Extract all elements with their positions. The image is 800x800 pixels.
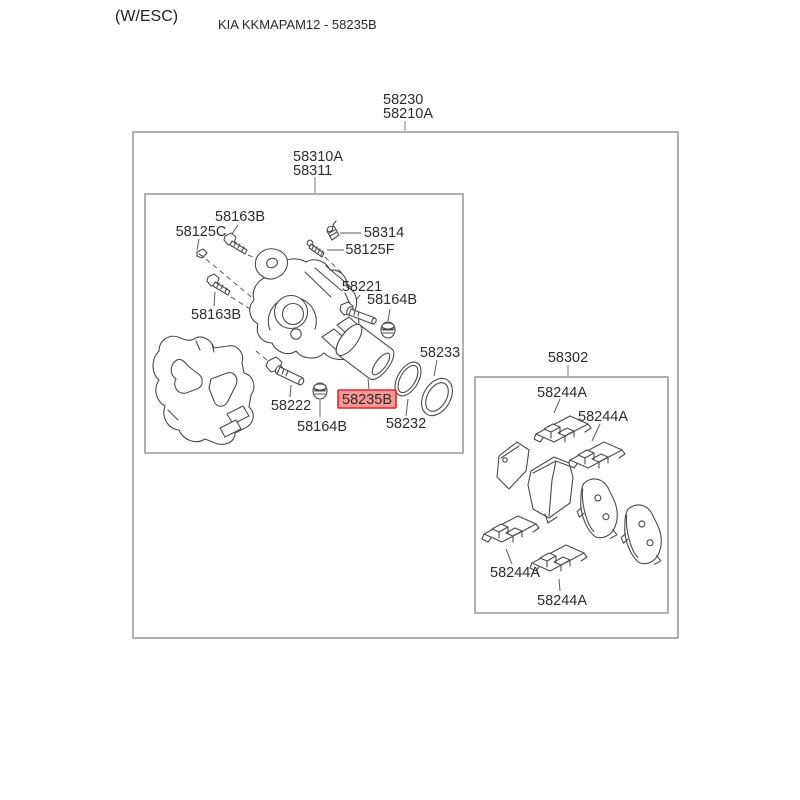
part-label-58302[interactable]: 58302 xyxy=(547,350,589,366)
part-label-58164b-lower[interactable]: 58164B xyxy=(297,419,347,435)
part-label-58163b-upper[interactable]: 58163B xyxy=(215,209,265,225)
pad-kit-drawings xyxy=(482,416,666,571)
part-label-58235b-highlighted[interactable]: 58235B xyxy=(342,392,392,408)
part-label-58221[interactable]: 58221 xyxy=(341,279,383,295)
part-label-58244a-3[interactable]: 58244A xyxy=(490,565,540,581)
part-label-58232[interactable]: 58232 xyxy=(385,416,427,432)
part-label-58125f[interactable]: 58125F xyxy=(345,242,395,258)
inner-pad-drawing xyxy=(528,457,573,523)
part-label-58230[interactable]: 58230 xyxy=(383,92,424,108)
part-label-58244a-1[interactable]: 58244A xyxy=(537,385,587,401)
part-label-58233[interactable]: 58233 xyxy=(419,345,461,361)
guide-bolt-upper-drawing xyxy=(224,233,247,254)
leader-lines xyxy=(197,225,600,591)
catalog-code: KIA KKMAPAM12 - 58235B xyxy=(218,17,377,32)
cap-screw-drawing xyxy=(307,240,324,257)
part-label-58310a[interactable]: 58310A xyxy=(293,149,343,165)
part-label-58210a[interactable]: 58210A xyxy=(383,106,433,122)
part-label-58222[interactable]: 58222 xyxy=(270,398,312,414)
retainer-clip-drawing xyxy=(197,249,207,258)
wear-indicator-drawing xyxy=(497,442,529,489)
pad-shim-bottom-left-drawing xyxy=(482,516,539,542)
esc-note: (W/ESC) xyxy=(115,8,179,25)
part-label-58244a-2[interactable]: 58244A xyxy=(578,409,628,425)
part-label-58244a-4[interactable]: 58244A xyxy=(537,593,587,609)
bleeder-screw-drawing xyxy=(326,221,339,240)
outer-pad-drawing-2 xyxy=(615,501,666,569)
outer-pad-drawing-1 xyxy=(571,475,622,543)
highlighted-part[interactable] xyxy=(338,390,396,408)
carrier-bracket-drawing xyxy=(153,336,254,444)
part-label-58164b-upper[interactable]: 58164B xyxy=(367,292,417,308)
bushing-upper-drawing xyxy=(381,322,395,338)
guide-bolt-lower-drawing xyxy=(207,274,230,295)
part-label-58314[interactable]: 58314 xyxy=(363,225,405,241)
part-label-58311[interactable]: 58311 xyxy=(293,163,333,179)
part-label-58163b-lower[interactable]: 58163B xyxy=(191,307,241,323)
part-label-58125c[interactable]: 58125C xyxy=(175,224,227,240)
pad-shim-top-right-drawing xyxy=(568,442,625,468)
bushing-lower-drawing xyxy=(313,383,327,399)
part-labels xyxy=(176,92,629,609)
piston-boot-drawing xyxy=(415,373,458,421)
guide-rod-lower-drawing xyxy=(266,357,305,386)
